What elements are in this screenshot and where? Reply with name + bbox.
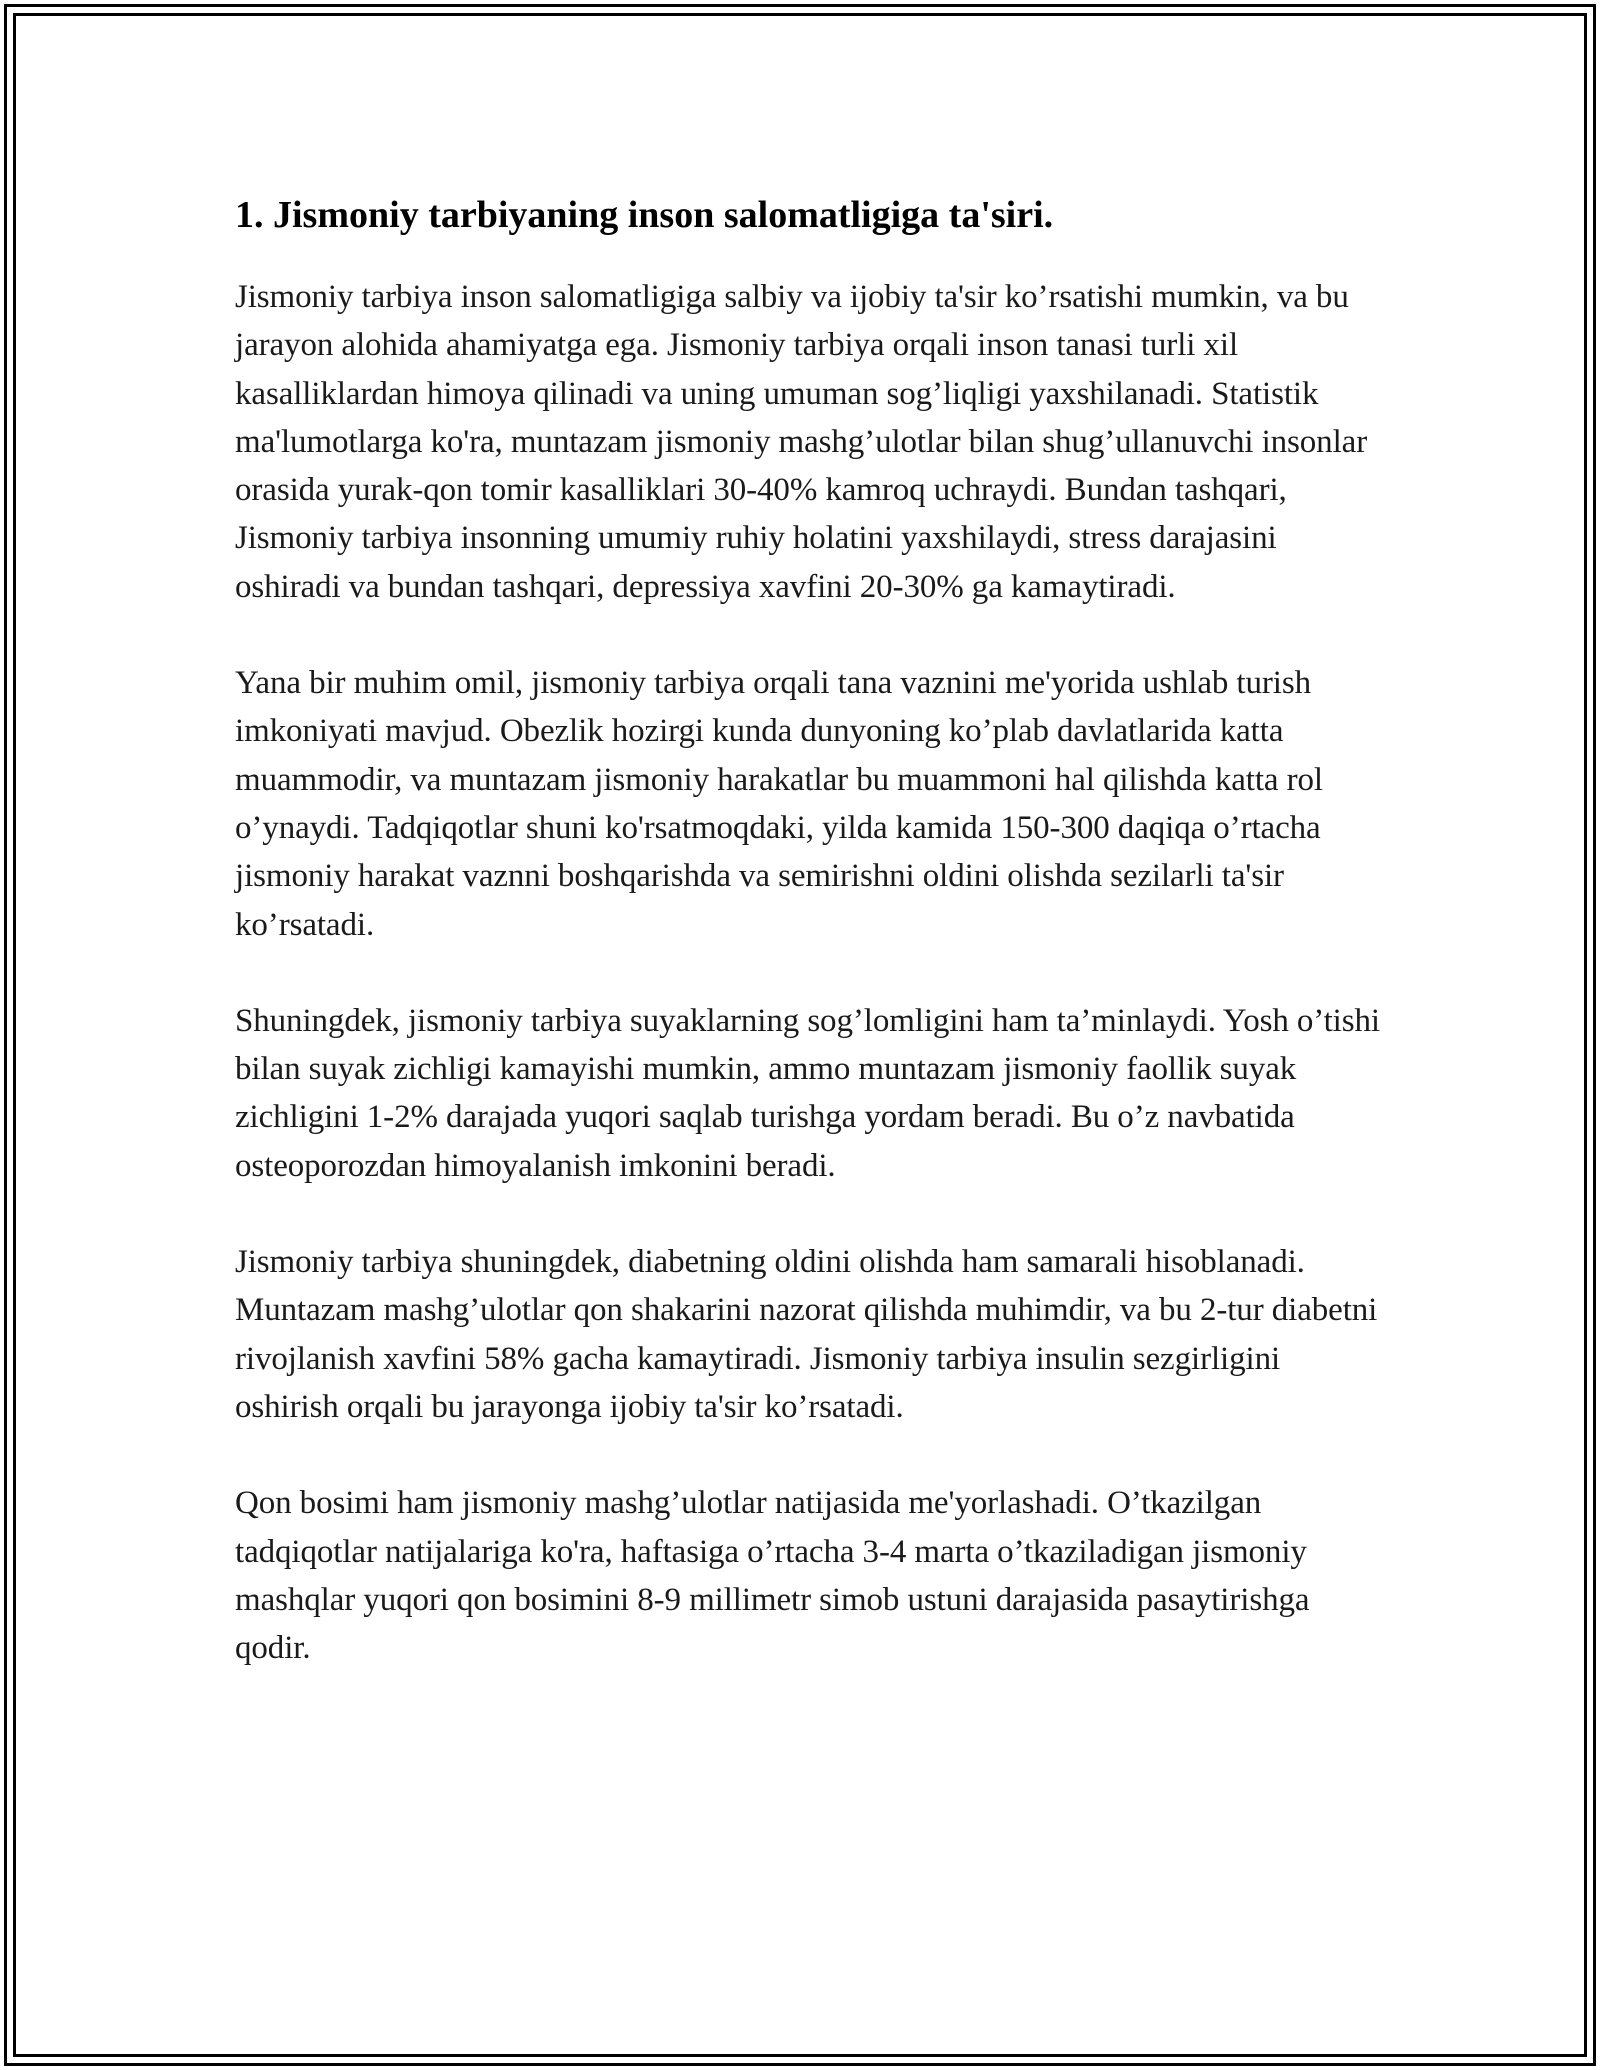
paragraph-blood-pressure: Qon bosimi ham jismoniy mashg’ulotlar natijasida me'yorlashadi. O’tkazilgan tadqiqotlar natijalariga ko'ra, haftasiga o’rtacha 3-4 marta o’tkaziladigan jismoniy mashqlar yuqori qon bosimini 8-9 millimetr simob ustuni darajasida pasaytirishga qodir. [235, 1485, 1310, 1667]
paragraph-weight-control: Yana bir muhim omil, jismoniy tarbiya orqali tana vaznini me'yorida ushlab turish imkoniyati mavjud. Obezlik hozirgi kunda dunyoning ko’plab davlatlarida katta muammodir, va muntazam jismoniy harakatlar bu muammoni hal qilishda katta rol o’ynaydi. Tadqiqotlar shuni ko'rsatmoqdaki, yilda kamida 150-300 daqiqa o’rtacha jismoniy harakat vaznni boshqarishda va semirishni oldini olishda sezilarli ta'sir ko’rsatadi. [235, 665, 1323, 943]
paragraph-general-health: Jismoniy tarbiya inson salomatligiga salbiy va ijobiy ta'sir ko’rsatishi mumkin, va bu jarayon alohida ahamiyatga ega. Jismoniy tarbiya orqali inson tanasi turli xil kasalliklardan himoya qilinadi va uning umuman sog’liqligi yaxshilanadi. Statistik ma'lumotlarga ko'ra, muntazam jismoniy mashg’ulotlar bilan shug’ullanuvchi insonlar orasida yurak-qon tomir kasalliklari 30-40% kamroq uchraydi. Bundan tashqari, Jismoniy tarbiya insonning umumiy ruhiy holatini yaxshilaydi, stress darajasini oshiradi va bundan tashqari, depressiya xavfini 20-30% ga kamaytiradi. [235, 279, 1368, 605]
paragraph-bone-health: Shuningdek, jismoniy tarbiya suyaklarning sog’lomligini ham ta’minlaydi. Yosh o’tishi bilan suyak zichligi kamayishi mumkin, ammo muntazam jismoniy faollik suyak zichligini 1-2% darajada yuqori saqlab turishga yordam beradi. Bu o’z navbatida osteoporozdan himoyalanish imkonini beradi. [235, 1002, 1380, 1184]
paragraph-diabetes: Jismoniy tarbiya shuningdek, diabetning oldini olishda ham samarali hisoblanadi. Muntazam mashg’ulotlar qon shakarini nazorat qilishda muhimdir, va bu 2-tur diabetni rivojlanish xavfini 58% gacha kamaytiradi. Jismoniy tarbiya insulin sezgirligini oshirish orqali bu jarayonga ijobiy ta'sir ko’rsatadi. [235, 1244, 1378, 1425]
document-body [235, 185, 1385, 1720]
section-heading: 1. Jismoniy tarbiyaning inson salomatligiga ta'siri. [235, 194, 1054, 236]
